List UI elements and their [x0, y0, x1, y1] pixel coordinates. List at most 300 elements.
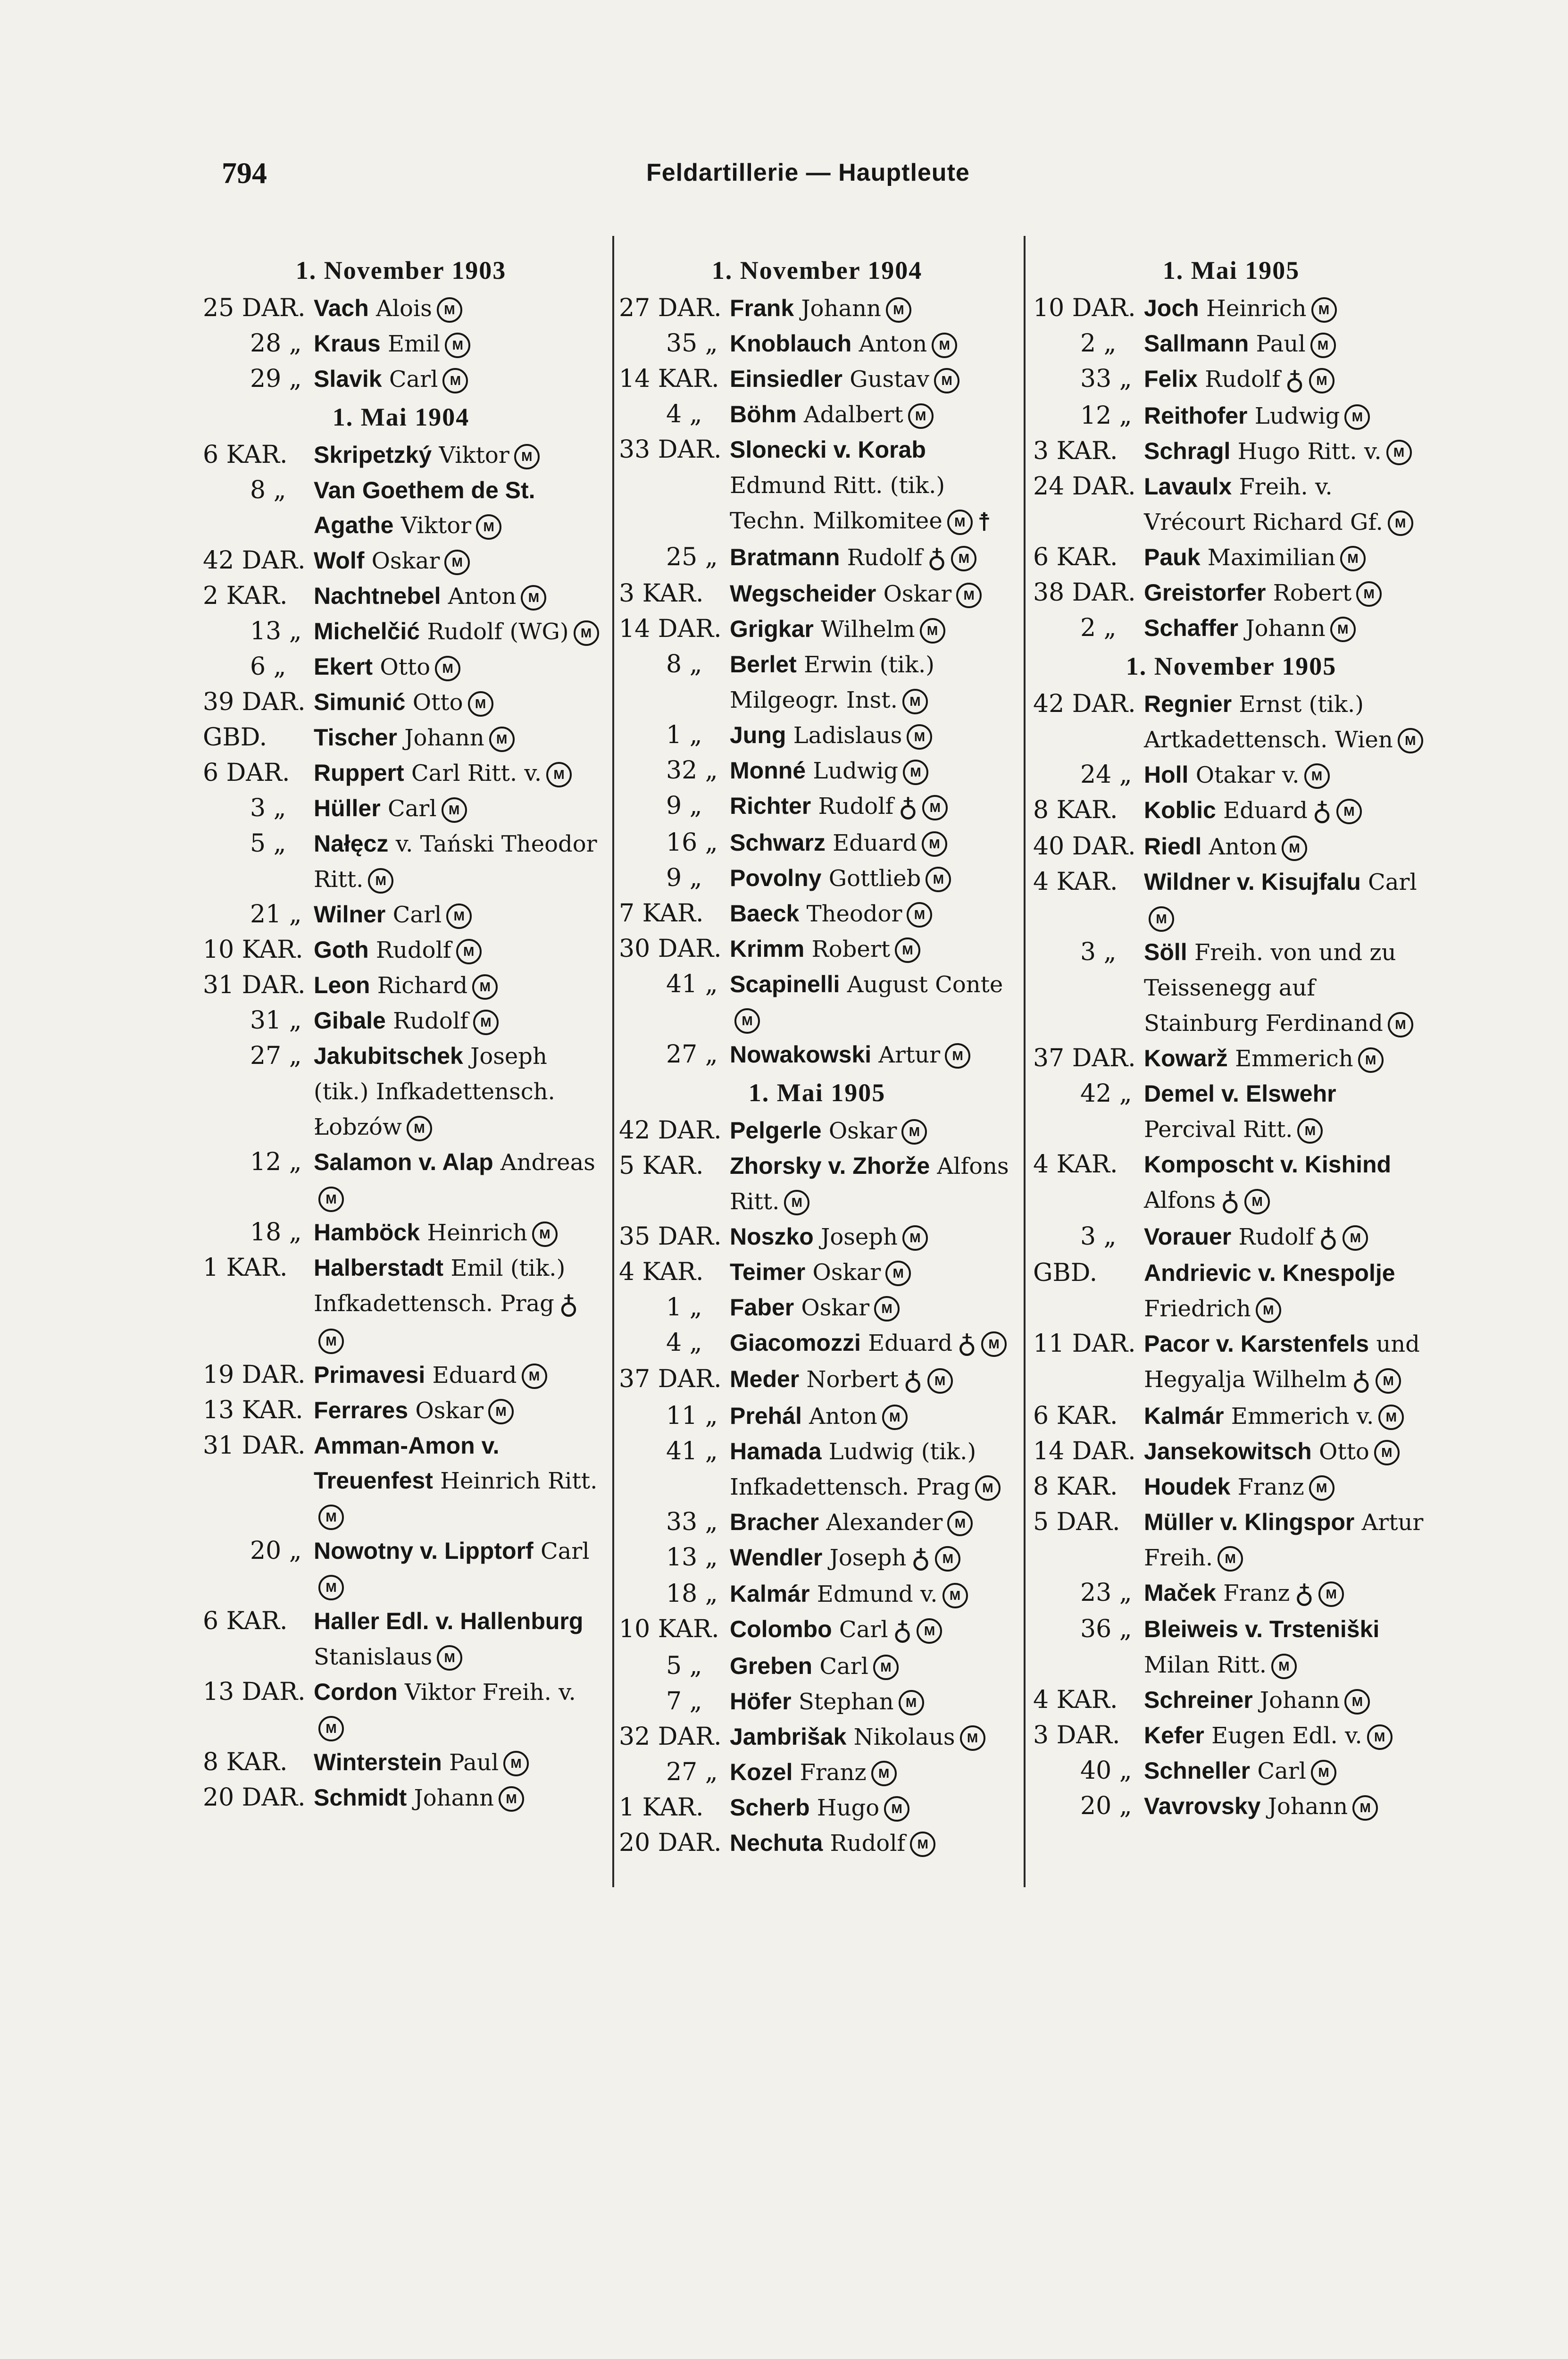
seniority-rank: 4 „ — [666, 400, 702, 428]
running-title: Feldartillerie — Hauptleute — [646, 159, 970, 186]
officer-entry — [203, 791, 599, 826]
officer-details: Carl — [385, 902, 442, 928]
officer-entry — [1033, 1076, 1429, 1147]
officer-surname: Riedl — [1144, 833, 1202, 860]
officer-surname: Prehál — [730, 1402, 802, 1429]
officer-details: Carl — [812, 1653, 868, 1680]
officer-details: Carl — [382, 366, 438, 393]
merit-medal-icon: M — [1388, 1012, 1413, 1037]
seniority-rank: 4 „ — [666, 1328, 702, 1357]
officer-details: Rudolf (WG) — [420, 619, 569, 645]
officer-details: Nikolaus — [846, 1723, 955, 1750]
officer-details: Eduard — [825, 829, 917, 856]
officer-entry — [619, 1290, 1015, 1325]
merit-medal-icon: M — [488, 1399, 514, 1424]
merit-medal-icon: M — [902, 689, 928, 714]
seniority-rank: 8 „ — [666, 650, 702, 678]
officer-details: Rudolf — [368, 937, 451, 963]
officer-surname: Nechuta — [730, 1829, 823, 1856]
seniority-rank: 33 „ — [1080, 365, 1132, 393]
cross-decoration-icon: ☨ — [977, 507, 992, 537]
officer-entry — [1033, 1469, 1429, 1505]
officer-entry — [619, 896, 1015, 931]
officer-details: Erwin (tik.) Milgeogr. Inst. — [730, 652, 935, 713]
officer-details: Johann — [794, 295, 881, 322]
officer-details: Stanislaus — [314, 1643, 433, 1670]
merit-medal-icon: M — [442, 797, 467, 823]
officer-surname: Teimer — [730, 1258, 806, 1285]
seniority-rank: 38 DAR. — [1033, 578, 1136, 607]
officer-surname: Leon — [314, 972, 370, 998]
seniority-rank: 13 „ — [250, 617, 302, 645]
seniority-rank: 5 „ — [250, 829, 286, 858]
seniority-rank: 8 KAR. — [1033, 795, 1118, 824]
officer-surname: Wegscheider — [730, 580, 876, 607]
officer-details: und Hegyalja Wilhelm — [1144, 1331, 1420, 1393]
seniority-rank: 25 DAR. — [203, 294, 306, 322]
promotion-date-heading: 1. November 1903 — [295, 256, 507, 284]
officer-surname: Amman-Amon v. Treuenfest — [314, 1432, 500, 1494]
officer-entry — [619, 1540, 1015, 1577]
officer-surname: Greistorfer — [1144, 579, 1266, 606]
officer-surname: Schwarz — [730, 829, 826, 856]
officer-details: Eugen Edl. v. — [1204, 1723, 1362, 1749]
officer-entry — [619, 1825, 1015, 1861]
seniority-rank: 8 KAR. — [203, 1748, 288, 1776]
merit-medal-icon: M — [521, 585, 546, 611]
merit-medal-icon: M — [934, 368, 959, 393]
officer-surname: Pauk — [1144, 544, 1201, 570]
officer-details: Maximilian — [1200, 544, 1336, 571]
officer-details: Heinrich — [420, 1220, 527, 1246]
officer-entry — [619, 753, 1015, 788]
officer-surname: Monné — [730, 757, 806, 784]
merit-medal-icon: M — [910, 1832, 935, 1857]
seniority-rank: 1 KAR. — [203, 1254, 288, 1282]
merit-medal-icon: M — [1388, 510, 1413, 536]
officer-entry — [619, 1612, 1015, 1648]
column-1 — [203, 250, 599, 1815]
officer-details: Carl — [380, 795, 437, 822]
merit-medal-icon: M — [476, 514, 501, 540]
officer-surname: Holl — [1144, 761, 1189, 788]
officer-surname: Frank — [730, 295, 794, 321]
officer-surname: Haller Edl. v. Hallenburg — [314, 1607, 584, 1634]
officer-surname: Kraus — [314, 330, 381, 357]
officer-details: Heinrich — [1199, 295, 1307, 322]
seniority-rank: 19 DAR. — [203, 1360, 306, 1389]
officer-details: Gustav — [842, 366, 930, 393]
officer-details: Heinrich Ritt. — [433, 1467, 598, 1494]
officer-details: Eduard — [1216, 797, 1308, 824]
officer-surname: Povolny — [730, 864, 822, 891]
page-header — [222, 156, 1495, 208]
officer-entry — [1033, 1505, 1429, 1575]
merit-medal-icon: M — [437, 1645, 462, 1671]
seniority-rank: 10 DAR. — [1033, 294, 1136, 322]
officer-entry — [203, 932, 599, 968]
seniority-rank: 8 „ — [250, 476, 286, 504]
officer-entry — [619, 361, 1015, 397]
officer-entry — [203, 1393, 599, 1428]
officer-surname: Primavesi — [314, 1361, 425, 1388]
officer-details: Johann — [1238, 615, 1326, 642]
officer-details: Eduard — [860, 1330, 953, 1356]
order-decoration-icon: ♁ — [927, 543, 947, 574]
merit-medal-icon: M — [935, 1546, 960, 1572]
officer-entry — [1033, 291, 1429, 326]
officer-surname: Hamböck — [314, 1219, 420, 1246]
merit-medal-icon: M — [1358, 1047, 1384, 1073]
merit-medal-icon: M — [871, 1761, 897, 1786]
merit-medal-icon: M — [956, 583, 982, 608]
merit-medal-icon: M — [318, 1716, 344, 1741]
officer-entry — [203, 755, 599, 791]
officer-entry — [1033, 434, 1429, 469]
officer-entry — [1033, 1041, 1429, 1076]
seniority-rank: 12 „ — [250, 1148, 302, 1176]
officer-details: Rudolf — [823, 1830, 906, 1857]
officer-surname: Halberstadt — [314, 1255, 444, 1281]
merit-medal-icon: M — [444, 550, 470, 575]
seniority-rank: 6 „ — [250, 652, 286, 681]
officer-surname: Kozel — [730, 1758, 793, 1785]
officer-surname: Scherb — [730, 1794, 810, 1821]
officer-details: Oskar — [794, 1294, 870, 1321]
officer-surname: Höfer — [730, 1688, 792, 1715]
officer-surname: Maček — [1144, 1579, 1216, 1606]
officer-entry — [619, 1505, 1015, 1540]
seniority-rank: 11 „ — [666, 1401, 718, 1430]
merit-medal-icon: M — [901, 1119, 927, 1145]
seniority-rank: 14 DAR. — [619, 615, 722, 643]
seniority-rank: 14 KAR. — [619, 365, 719, 393]
officer-surname: Jansekowitsch — [1144, 1438, 1312, 1464]
merit-medal-icon: M — [1374, 1440, 1400, 1465]
officer-details: Viktor — [393, 512, 472, 539]
merit-medal-icon: M — [942, 1583, 968, 1608]
seniority-rank: 31 DAR. — [203, 1431, 306, 1460]
merit-medal-icon: M — [920, 618, 945, 644]
officer-details: Emil — [380, 331, 441, 357]
merit-medal-icon: M — [873, 1655, 899, 1680]
seniority-rank: 11 DAR. — [1033, 1330, 1136, 1358]
officer-entry — [619, 1113, 1015, 1148]
officer-details: Anton — [851, 331, 927, 357]
officer-surname: Scapinelli — [730, 970, 840, 997]
merit-medal-icon: M — [445, 333, 470, 358]
seniority-rank: 40 DAR. — [1033, 832, 1136, 861]
officer-surname: Giacomozzi — [730, 1329, 861, 1356]
officer-surname: Nachtnebel — [314, 583, 441, 609]
officer-entry — [619, 647, 1015, 718]
promotion-date-heading: 1. November 1904 — [711, 256, 923, 284]
seniority-rank: 14 DAR. — [1033, 1437, 1136, 1465]
officer-entry — [619, 788, 1015, 825]
officer-entry — [1033, 1434, 1429, 1469]
merit-medal-icon: M — [884, 1796, 909, 1822]
officer-surname: Schaffer — [1144, 614, 1239, 641]
officer-details: Rudolf — [385, 1008, 468, 1034]
officer-details: Paul — [442, 1749, 499, 1776]
merit-medal-icon: M — [1309, 1475, 1334, 1501]
officer-details: Artur Freih. — [1144, 1509, 1424, 1571]
seniority-rank: 29 „ — [250, 365, 302, 393]
seniority-rank: 13 „ — [666, 1543, 718, 1572]
officer-entry — [1033, 575, 1429, 611]
officer-entry — [619, 1219, 1015, 1255]
merit-medal-icon: M — [932, 333, 957, 358]
seniority-rank: 33 DAR. — [619, 435, 722, 464]
officer-details: Rudolf — [840, 544, 923, 571]
merit-medal-icon: M — [499, 1786, 524, 1812]
officer-details: Oskar — [408, 1397, 484, 1424]
officer-entry — [203, 1215, 599, 1250]
officer-details: Johann — [1252, 1687, 1340, 1714]
officer-entry — [203, 1533, 599, 1604]
officer-details: Alexander — [819, 1509, 943, 1536]
officer-entry — [1033, 1326, 1429, 1398]
officer-entry — [1033, 864, 1429, 935]
seniority-rank: 27 „ — [250, 1042, 302, 1070]
officer-entry — [619, 1719, 1015, 1755]
officer-details: Carl — [832, 1616, 888, 1643]
order-decoration-icon: ♁ — [898, 792, 918, 823]
seniority-rank: 6 DAR. — [203, 759, 290, 787]
officer-entry — [203, 968, 599, 1003]
seniority-rank: 5 „ — [666, 1651, 702, 1680]
officer-entry — [619, 1148, 1015, 1219]
merit-medal-icon: M — [922, 831, 947, 857]
officer-entry — [619, 931, 1015, 967]
officer-details: Robert — [1266, 579, 1352, 606]
merit-medal-icon: M — [574, 620, 599, 646]
officer-entry — [203, 473, 599, 543]
officer-entry — [619, 397, 1015, 432]
officer-surname: Zhorsky v. Zhorže — [730, 1152, 930, 1179]
officer-surname: Noszko — [730, 1223, 814, 1250]
seniority-rank: 13 KAR. — [203, 1396, 303, 1424]
seniority-rank: 6 KAR. — [1033, 543, 1118, 571]
officer-details: Milan Ritt. — [1144, 1652, 1267, 1678]
officer-details: Rudolf — [811, 793, 894, 820]
merit-medal-icon: M — [927, 1368, 953, 1394]
officer-entry — [619, 1648, 1015, 1684]
merit-medal-icon: M — [907, 902, 932, 928]
officer-entry — [203, 1038, 599, 1145]
officer-details: Hugo — [809, 1794, 880, 1821]
seniority-rank: 3 „ — [1080, 938, 1117, 966]
seniority-rank: 36 „ — [1080, 1615, 1132, 1643]
officer-details: Otto — [405, 689, 463, 716]
officer-entry — [619, 1325, 1015, 1362]
seniority-rank: 7 „ — [666, 1687, 702, 1715]
merit-medal-icon: M — [907, 724, 932, 750]
merit-medal-icon: M — [1297, 1118, 1323, 1144]
merit-medal-icon: M — [882, 1405, 908, 1430]
officer-entry — [203, 1145, 599, 1215]
officer-entry — [619, 1434, 1015, 1505]
merit-medal-icon: M — [1311, 297, 1337, 323]
merit-medal-icon: M — [734, 1008, 760, 1034]
officer-entry — [1033, 1612, 1429, 1682]
seniority-rank: GBD. — [1033, 1259, 1098, 1287]
seniority-rank: 40 „ — [1080, 1757, 1132, 1785]
officer-surname: Wendler — [730, 1544, 823, 1571]
order-decoration-icon: ♁ — [1220, 1186, 1240, 1217]
officer-surname: Koblic — [1144, 796, 1216, 823]
merit-medal-icon: M — [1330, 617, 1356, 642]
seniority-rank: 20 „ — [1080, 1792, 1132, 1820]
seniority-rank: 41 „ — [666, 970, 718, 998]
seniority-rank: 21 „ — [250, 900, 302, 929]
officer-surname: Vorauer — [1144, 1223, 1232, 1250]
column-divider — [1024, 236, 1026, 1887]
officer-details: Oskar — [364, 548, 440, 574]
officer-entry — [619, 861, 1015, 896]
merit-medal-icon: M — [1356, 581, 1382, 607]
merit-medal-icon: M — [1367, 1724, 1393, 1750]
officer-entry — [619, 1037, 1015, 1072]
officer-details: Anton — [801, 1403, 877, 1430]
merit-medal-icon: M — [1336, 799, 1362, 824]
seniority-rank: 24 „ — [1080, 760, 1132, 789]
seniority-rank: 20 DAR. — [203, 1783, 306, 1812]
merit-medal-icon: M — [1310, 333, 1336, 358]
officer-details: Wilhelm — [813, 616, 915, 643]
merit-medal-icon: M — [472, 974, 498, 1000]
officer-entry — [1033, 326, 1429, 361]
order-decoration-icon: ♁ — [1318, 1222, 1338, 1253]
merit-medal-icon: M — [1343, 1225, 1368, 1251]
seniority-rank: 32 „ — [666, 756, 718, 785]
officer-entry — [1033, 793, 1429, 829]
seniority-rank: 20 „ — [250, 1536, 302, 1565]
officer-details: Gottlieb — [821, 865, 921, 892]
seniority-rank: 31 DAR. — [203, 971, 306, 999]
merit-medal-icon: M — [1376, 1368, 1401, 1394]
merit-medal-icon: M — [489, 727, 515, 752]
seniority-rank: 6 KAR. — [203, 441, 288, 469]
officer-entry — [1033, 1682, 1429, 1718]
seniority-rank: 7 KAR. — [619, 899, 704, 928]
officer-surname: Berlet — [730, 651, 797, 678]
seniority-rank: 10 KAR. — [203, 936, 303, 964]
merit-medal-icon: M — [473, 1010, 499, 1035]
seniority-rank: 3 „ — [250, 794, 286, 822]
merit-medal-icon: M — [1352, 1795, 1378, 1821]
merit-medal-icon: M — [1344, 404, 1370, 430]
seniority-rank: 41 „ — [666, 1437, 718, 1465]
merit-medal-icon: M — [442, 368, 468, 393]
seniority-rank: 28 „ — [250, 329, 302, 358]
officer-details: Rudolf — [1197, 366, 1281, 393]
officer-entry — [619, 1255, 1015, 1290]
officer-details: Freih. von und zu Teissenegg auf Stainburg Ferdinand — [1144, 939, 1396, 1037]
officer-entry — [619, 1362, 1015, 1398]
officer-surname: Kalmár — [730, 1581, 810, 1607]
officer-details: August Conte — [840, 971, 1003, 998]
merit-medal-icon: M — [468, 691, 493, 717]
promotion-date-heading: 1. November 1905 — [1126, 652, 1337, 680]
merit-medal-icon: M — [456, 939, 482, 964]
column-3 — [1033, 250, 1429, 1824]
officer-surname: Lavaulx — [1144, 473, 1232, 500]
merit-medal-icon: M — [546, 762, 572, 787]
officer-details: Anton — [441, 583, 517, 610]
officer-details: Oskar — [805, 1259, 881, 1286]
officer-surname: Gibale — [314, 1007, 386, 1034]
seniority-rank: 2 „ — [1080, 329, 1117, 358]
order-decoration-icon: ♁ — [903, 1365, 923, 1396]
merit-medal-icon: M — [1309, 368, 1334, 393]
officer-entry — [619, 291, 1015, 326]
seniority-rank: 4 KAR. — [1033, 1686, 1118, 1714]
officer-surname: Salamon v. Alap — [314, 1149, 493, 1175]
merit-medal-icon: M — [874, 1296, 900, 1322]
officer-entry — [1033, 1718, 1429, 1753]
page-number: 794 — [222, 156, 267, 190]
merit-medal-icon: M — [784, 1190, 809, 1215]
officer-details: Richard — [370, 972, 468, 999]
seniority-rank: 8 KAR. — [1033, 1472, 1118, 1501]
merit-medal-icon: M — [1311, 1760, 1336, 1785]
seniority-rank: 3 DAR. — [1033, 1721, 1120, 1749]
officer-surname: Ekert — [314, 653, 373, 680]
officer-entry — [619, 1684, 1015, 1719]
merit-medal-icon: M — [407, 1116, 432, 1141]
seniority-rank: 2 „ — [1080, 613, 1117, 642]
merit-medal-icon: M — [945, 1043, 970, 1069]
officer-details: Eduard — [425, 1362, 517, 1389]
officer-details: Theodor — [799, 900, 902, 927]
officer-surname: Winterstein — [314, 1748, 442, 1775]
merit-medal-icon: M — [1244, 1189, 1270, 1214]
seniority-rank: 31 „ — [250, 1006, 302, 1035]
officer-entry — [619, 1755, 1015, 1790]
officer-surname: Jakubitschek — [314, 1043, 463, 1069]
officer-entry — [203, 1003, 599, 1038]
officer-entry — [203, 326, 599, 361]
officer-details: Joseph — [822, 1544, 907, 1571]
seniority-rank: 1 „ — [666, 1293, 702, 1322]
officer-entry — [619, 1790, 1015, 1825]
officer-entry — [1033, 1255, 1429, 1326]
merit-medal-icon: M — [981, 1331, 1007, 1357]
officer-details: Johann — [397, 725, 484, 751]
seniority-rank: 1 KAR. — [619, 1793, 704, 1822]
seniority-rank: 42 DAR. — [619, 1116, 722, 1145]
merit-medal-icon: M — [435, 656, 460, 681]
merit-medal-icon: M — [895, 937, 920, 963]
officer-surname: Komposcht v. Kishind — [1144, 1151, 1392, 1178]
merit-medal-icon: M — [318, 1575, 344, 1600]
seniority-rank: 27 „ — [666, 1040, 718, 1069]
seniority-rank: 24 DAR. — [1033, 472, 1136, 501]
officer-surname: Müller v. Klingspor — [1144, 1508, 1355, 1535]
merit-medal-icon: M — [885, 1261, 911, 1286]
seniority-rank: 6 KAR. — [203, 1606, 288, 1635]
officer-details: Hugo Ritt. v. — [1230, 438, 1382, 465]
order-decoration-icon: ♁ — [892, 1615, 912, 1646]
merit-medal-icon: M — [1386, 440, 1412, 465]
officer-surname: Cordon — [314, 1678, 398, 1705]
officer-entry — [203, 543, 599, 578]
seniority-rank: 9 „ — [666, 792, 702, 820]
seniority-rank: 35 „ — [666, 329, 718, 358]
merit-medal-icon: M — [1304, 763, 1330, 789]
officer-surname: Schmidt — [314, 1784, 407, 1811]
